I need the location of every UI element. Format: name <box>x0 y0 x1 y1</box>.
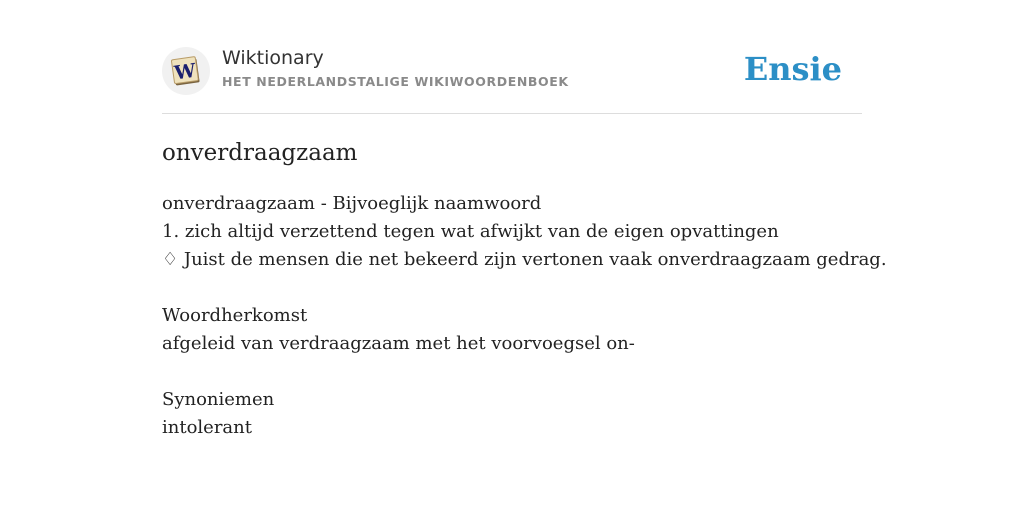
etymology-heading: Woordherkomst <box>162 305 308 326</box>
etymology-text: afgeleid van verdraagzaam met het voorvoegsel on- <box>162 333 635 354</box>
header-divider <box>162 113 862 114</box>
spacer <box>162 358 882 386</box>
definition-heading: onverdraagzaam - Bijvoeglijk naamwoord <box>162 193 542 214</box>
site-tagline: HET NEDERLANDSTALIGE WIKIWOORDENBOEK <box>222 74 569 89</box>
wiktionary-w-tile-icon <box>169 54 203 88</box>
ensie-brand-link[interactable]: Ensie <box>743 50 842 88</box>
synonyms-heading: Synoniemen <box>162 389 275 410</box>
site-header <box>162 44 862 114</box>
definition-text: 1. zich altijd verzettend tegen wat afwijkt van de eigen opvattingen <box>162 221 779 242</box>
page-title: onverdraagzaam <box>162 140 358 166</box>
spacer <box>162 274 882 302</box>
entry-content <box>162 190 887 442</box>
synonyms-text: intolerant <box>162 417 252 438</box>
wiktionary-logo[interactable] <box>162 47 210 95</box>
svg-text:W: W <box>173 59 198 85</box>
site-name[interactable]: Wiktionary <box>222 47 324 69</box>
example-sentence: ♢ Juist de mensen die net bekeerd zijn vertonen vaak onverdraagzaam gedrag. <box>162 249 887 270</box>
